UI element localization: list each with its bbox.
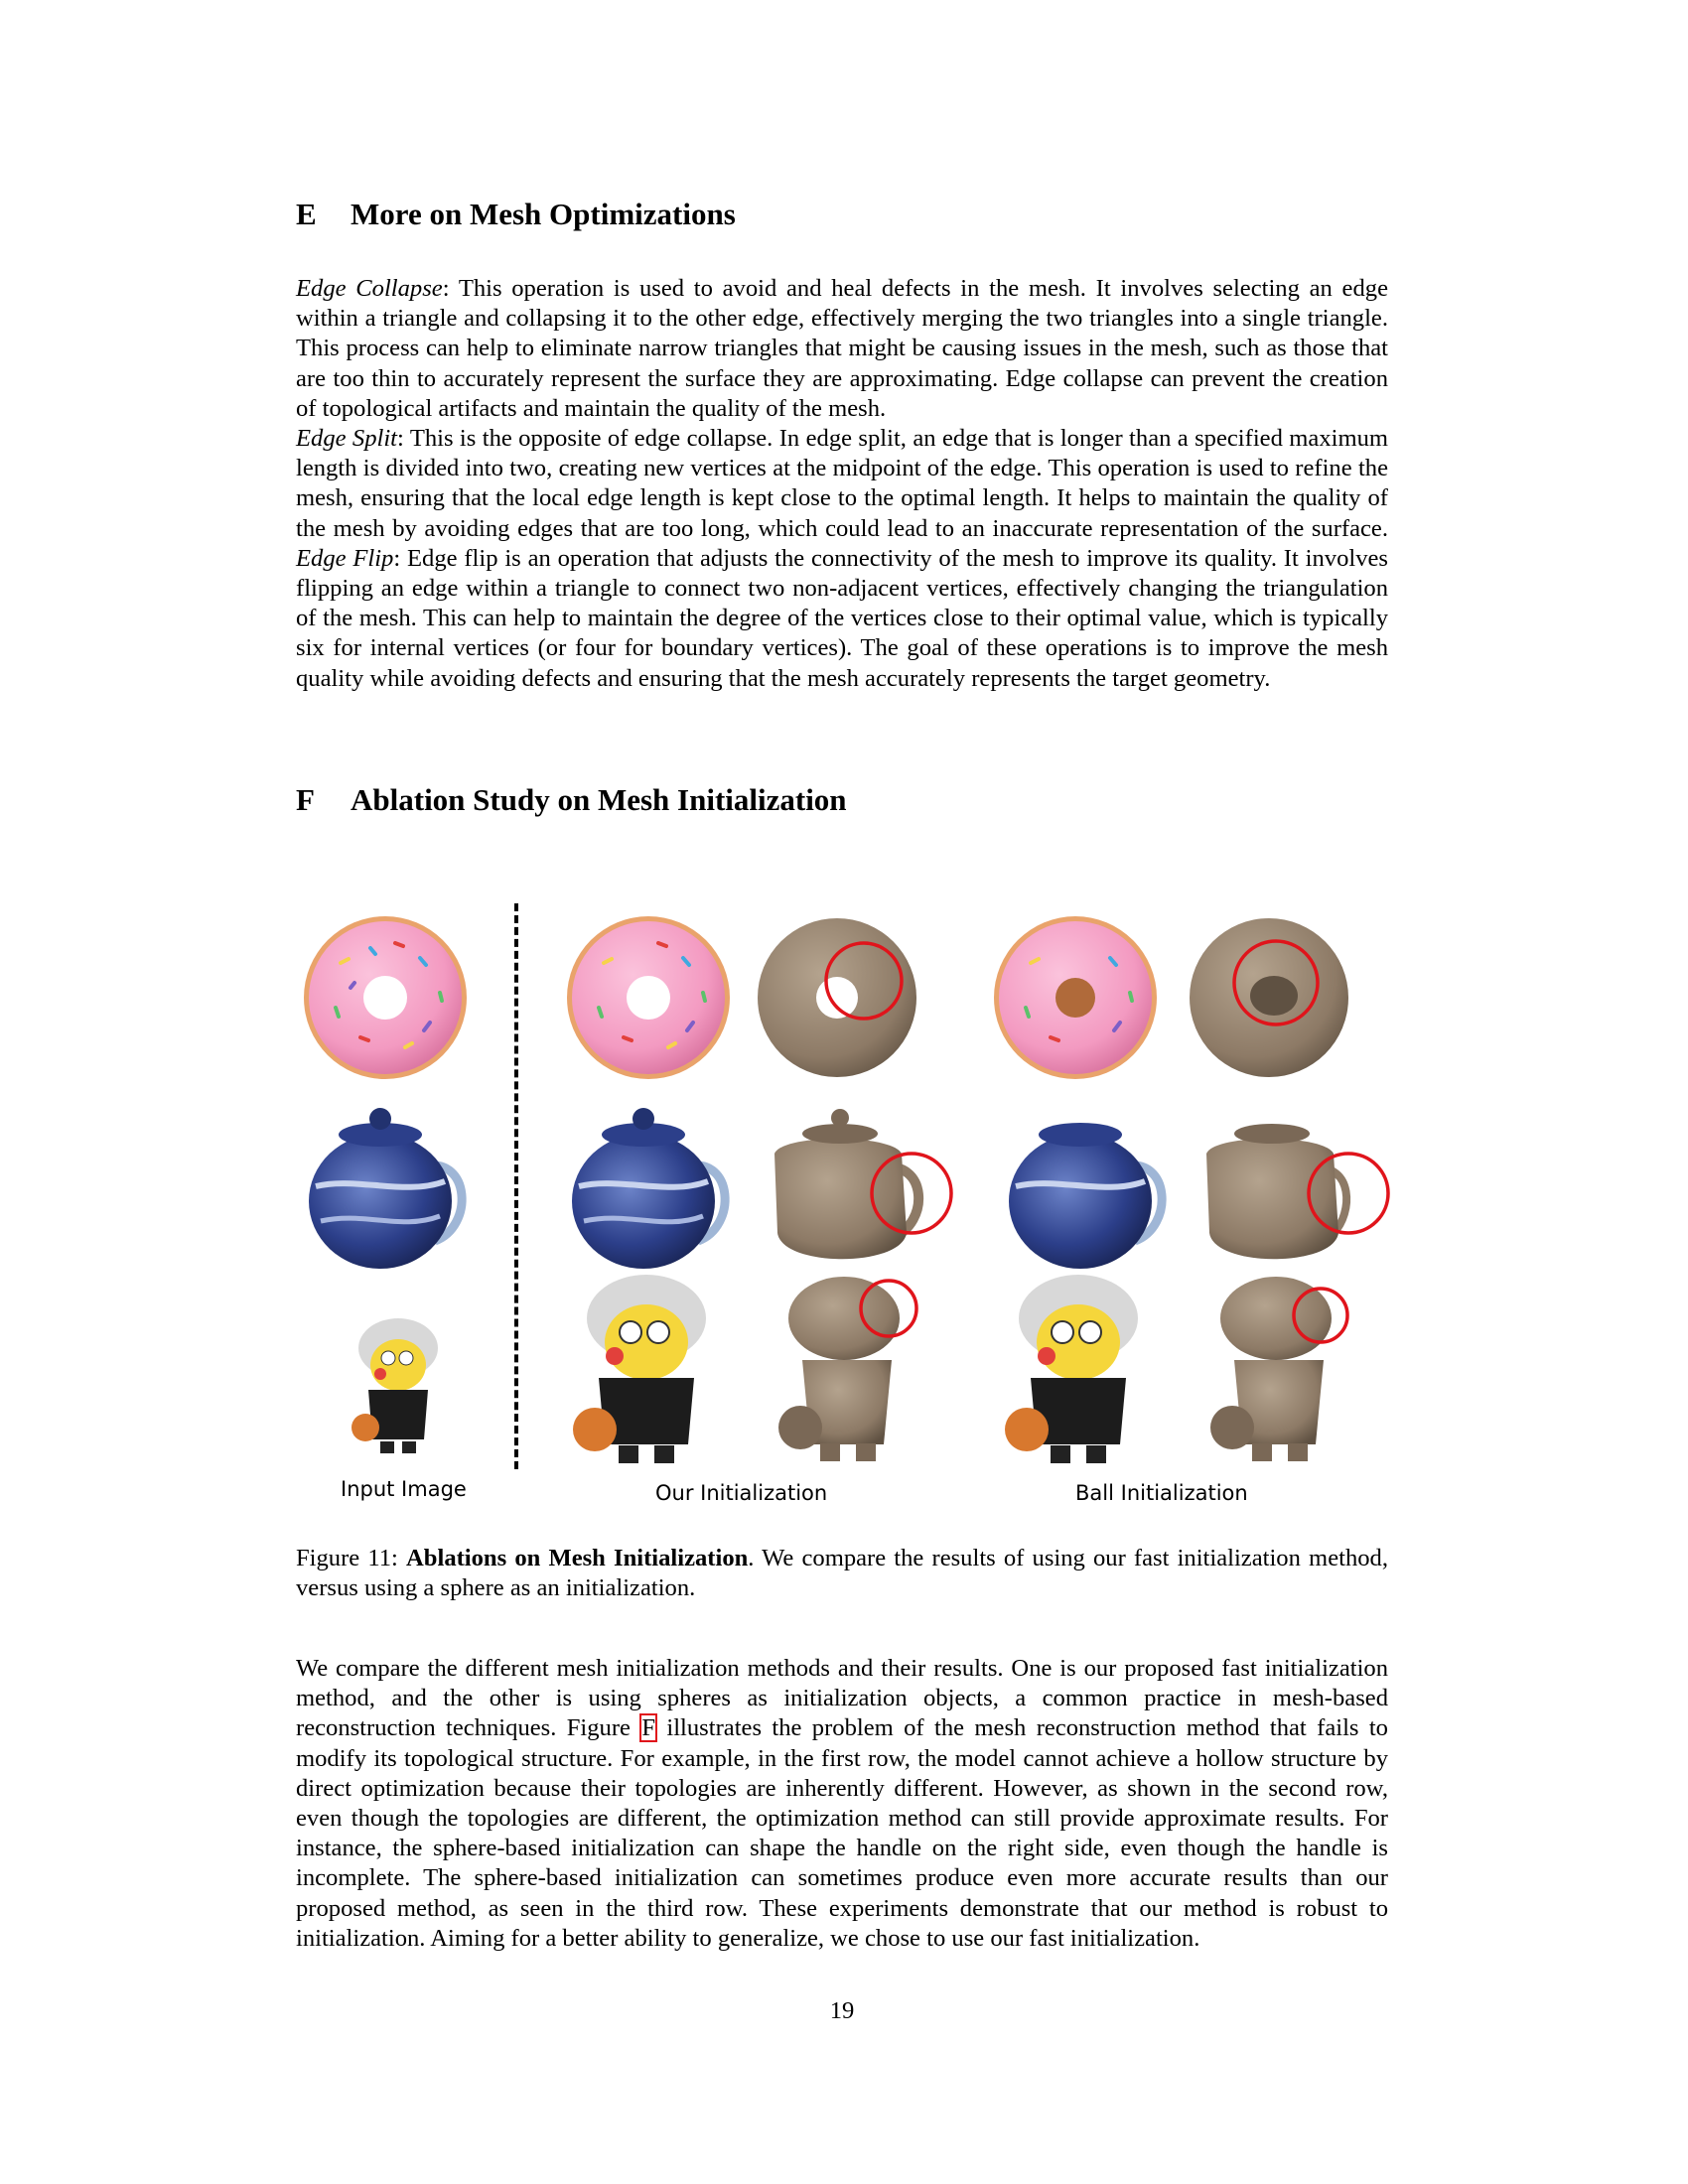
figure-caption [296,1544,1388,1603]
term-edge-split: Edge Split [296,425,398,453]
donut-our-mesh [753,911,931,1085]
term-edge-flip: Edge Flip [296,544,394,572]
section-f-number: F [296,782,315,817]
section-f-heading [296,784,847,815]
teapot-input-image [296,1097,485,1276]
text-edge-collapse: : This operation is used to avoid and heal defects in the mesh. It involves selecting an edge within a triangle and collapsing it to the other edge, effectively merging the two triangles into a single triangle. This process can help to eliminate narrow triangles that might be causing issues in the mesh, such as those that are too thin to accurately represent the surface they are approximating. Edge collapse can prevent the creation of topological artifacts and maintain the quality of the mesh. [296,275,1388,422]
teapot-our-mesh [763,1094,961,1278]
label-input-image: Input Image [341,1477,467,1501]
character-input-image [341,1310,450,1459]
teapot-our-texture [559,1097,748,1276]
label-ball-initialization: Ball Initialization [1075,1481,1248,1505]
section-e-number: E [296,197,317,231]
teapot-ball-mesh [1195,1094,1393,1278]
caption-text: . We compare the results of using our fast initialization method, versus using a sphere as an initialization. [296,1545,1388,1602]
label-our-initialization: Our Initialization [655,1481,828,1505]
page-number: 19 [829,1997,855,2024]
section-e-heading [296,199,736,229]
character-ball-mesh [1195,1271,1363,1469]
text-edge-split: : This is the opposite of edge collapse. In edge split, an edge that is longer than a specified maximum length is divided into two, creating new vertices at the midpoint of the edge. This operation is used to refine the mesh, ensuring that the local edge length is kept close to the optimal length. It helps to maintain the quality of the mesh by avoiding edges that are too long, which could lead to an inaccurate representation of the surface. [296,425,1389,542]
body-text-before-ref: We compare the different mesh initialization methods and their results. One is our proposed fast initialization method, and the other is using spheres as initialization objects, a common practice in mesh-based reconstruction techniques. Figure [296,1655,1388,1742]
donut-ball-mesh [1185,911,1363,1085]
caption-prefix: Figure 11: [296,1545,407,1571]
character-ball-texture [991,1271,1160,1469]
section-f-title: Ablation Study on Mesh Initialization [351,782,847,817]
dashed-divider [514,903,518,1469]
section-f-paragraph [296,1654,1388,1954]
figure-11 [296,874,1388,1519]
caption-bold: Ablations on Mesh Initialization [406,1545,749,1571]
term-edge-collapse: Edge Collapse [296,275,443,302]
donut-ball-texture [991,913,1160,1082]
text-edge-flip: : Edge flip is an operation that adjusts the connectivity of the mesh to improve its quality. It involves flipping an edge within a triangle to connect two non-adjacent vertices, effectively changing the triangulation of the mesh. This can help to maintain the degree of the vertices close to their optimal value, which is typically six for internal vertices (or four for boundary vertices). The goal of these operations is to improve the mesh quality while avoiding defects and ensuring that the mesh accurately represents the target geometry. [296,544,1388,692]
section-e-title: More on Mesh Optimizations [351,197,736,231]
body-text-after-ref: illustrates the problem of the mesh reconstruction method that fails to modify its topological structure. For example, in the first row, the model cannot achieve a hollow structure by direct optimization because their topologies are inherently different. However, as shown in the second row, even though the topologies are different, the optimization method can still provide approximate results. For instance, the sphere-based initialization can shape the handle on the right side, even though the handle is incomplete. The sphere-based initialization can sometimes produce even more accurate results than our proposed method, as seen in the third row. These experiments demonstrate that our method is robust to initialization. Aiming for a better ability to generalize, we chose to use our fast initialization. [296,1714,1388,1952]
figure-reference-link[interactable]: F [641,1714,656,1742]
donut-input-image [301,913,470,1082]
character-our-mesh [763,1271,931,1469]
teapot-ball-texture [996,1097,1185,1276]
character-our-texture [559,1271,728,1469]
section-e-paragraph [296,274,1388,694]
donut-our-texture [564,913,733,1082]
